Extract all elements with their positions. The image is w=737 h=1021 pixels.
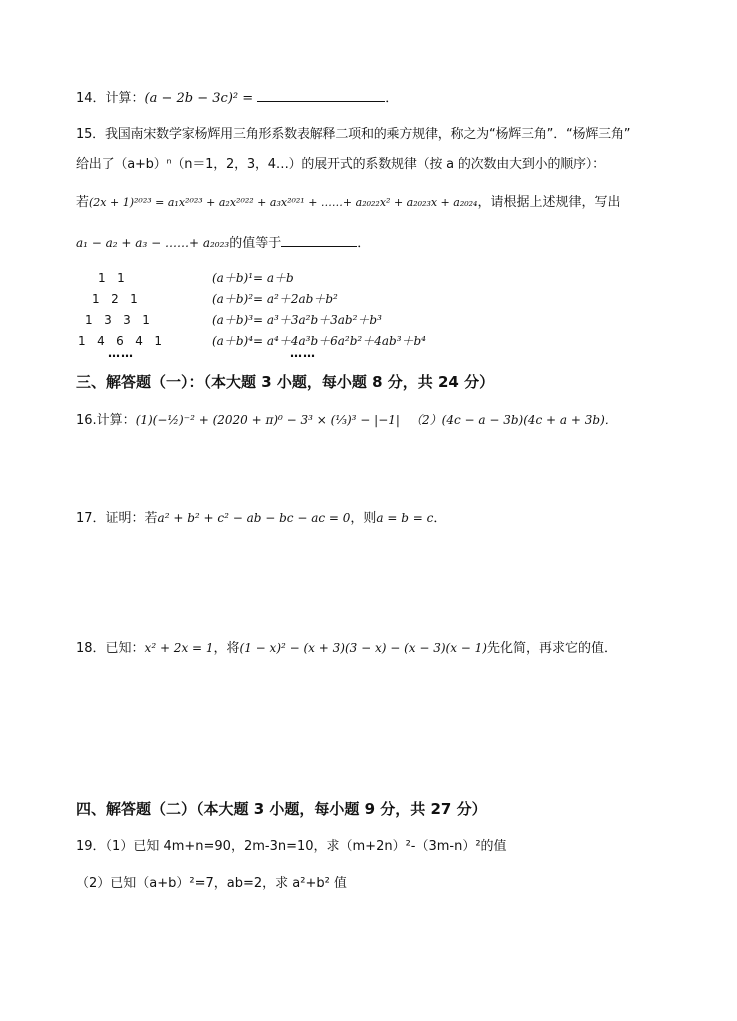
- question-18-condition: x² + 2x = 1: [144, 641, 214, 655]
- question-19-part-1: 19．（1）已知 4m+n=90，2m-3n=10，求（m+2n）²-（3m-n）²的值: [76, 839, 507, 854]
- triangle-row-1: 1 1: [98, 271, 125, 285]
- question-16: [76, 411, 400, 430]
- triangle-continuation: ……: [108, 346, 134, 360]
- question-15-line-2: 给出了（a+b）ⁿ（n＝1，2，3，4…）的展开式的系数规律（按 a 的次数由大到小的顺序）：: [76, 157, 605, 172]
- question-14-label: 14．计算：: [76, 91, 145, 106]
- question-19-part-2: （2）已知（a+b）²=7，ab=2，求 a²+b² 值: [76, 876, 347, 891]
- question-15-alternating-sum: a₁ − a₂ + a₃ − ……+ a₂₀₂₃: [76, 236, 230, 250]
- question-18-connector: ，将: [213, 641, 240, 656]
- question-15-line-1: 15．我国南宋数学家杨辉用三角形系数表解释二项和的乘方规律，称之为“杨辉三角”．“杨辉三角”: [76, 127, 631, 142]
- expansion-continuation: ……: [290, 346, 316, 360]
- question-16-part-2: [410, 411, 617, 430]
- expansion-row-3: (a＋b)³= a³＋3a²b＋3ab²＋b³: [212, 313, 382, 327]
- question-17-condition: a² + b² + c² − ab − bc − ac = 0: [157, 511, 351, 525]
- answer-blank-14: [257, 89, 385, 102]
- triangle-row-2: 1 2 1: [92, 292, 138, 306]
- question-15-line-3: [76, 194, 620, 212]
- question-17-then: ，则: [350, 511, 377, 526]
- question-18-label: 18．已知：: [76, 641, 145, 656]
- question-14-expression: (a − 2b − 3c)² =: [144, 91, 258, 106]
- question-16-label: 16.计算：: [76, 413, 136, 428]
- triangle-row-3: 1 3 3 1: [85, 313, 150, 327]
- question-16-part-2-expression: （2）(4c − a − 3b)(4c + a + 3b)．: [410, 413, 617, 427]
- question-18: [76, 639, 617, 658]
- question-14-end: ．: [385, 91, 399, 106]
- question-14: [76, 89, 398, 108]
- section-4-title: 四、解答题（二）（本大题 3 小题，每小题 9 分，共 27 分）: [76, 800, 487, 818]
- question-15-end: ．: [357, 236, 371, 251]
- expansion-row-4: (a＋b)⁴= a⁴＋4a³b＋6a²b²＋4ab³＋b⁴: [212, 334, 426, 348]
- answer-blank-15: [281, 234, 357, 247]
- question-16-part-1: (1)(−½)⁻² + (2020 + π)⁰ − 3³ × (⅓)³ − |−1|: [135, 413, 400, 427]
- question-15-value-label: 的值等于: [229, 236, 282, 251]
- triangle-row-4: 1 4 6 4 1: [78, 334, 162, 348]
- question-15-line-4: [76, 234, 370, 253]
- question-17-label: 17．证明：若: [76, 511, 158, 526]
- section-3-title: 三、解答题（一）：（本大题 3 小题，每小题 8 分，共 24 分）: [76, 373, 495, 391]
- expansion-row-1: (a＋b)¹= a＋b: [212, 271, 294, 285]
- question-15-binomial-expression: (2x + 1)²⁰²³ = a₁x²⁰²³ + a₂x²⁰²² + a₃x²⁰²¹ + ……+ a₂₀₂₂x² + a₂₀₂₃x + a₂₀₂₄: [89, 196, 478, 209]
- question-17-conclusion: a = b = c: [376, 511, 434, 525]
- question-15-instruction: ，请根据上述规律，写出: [477, 195, 621, 210]
- question-15-if: 若: [76, 195, 90, 210]
- question-17-end: ．: [433, 511, 447, 526]
- question-18-instruction: 先化简，再求它的值．: [486, 641, 617, 656]
- question-17: [76, 509, 446, 528]
- expansion-row-2: (a＋b)²= a²＋2ab＋b²: [212, 292, 338, 306]
- question-18-expression: (1 − x)² − (x + 3)(3 − x) − (x − 3)(x − 1): [239, 641, 487, 655]
